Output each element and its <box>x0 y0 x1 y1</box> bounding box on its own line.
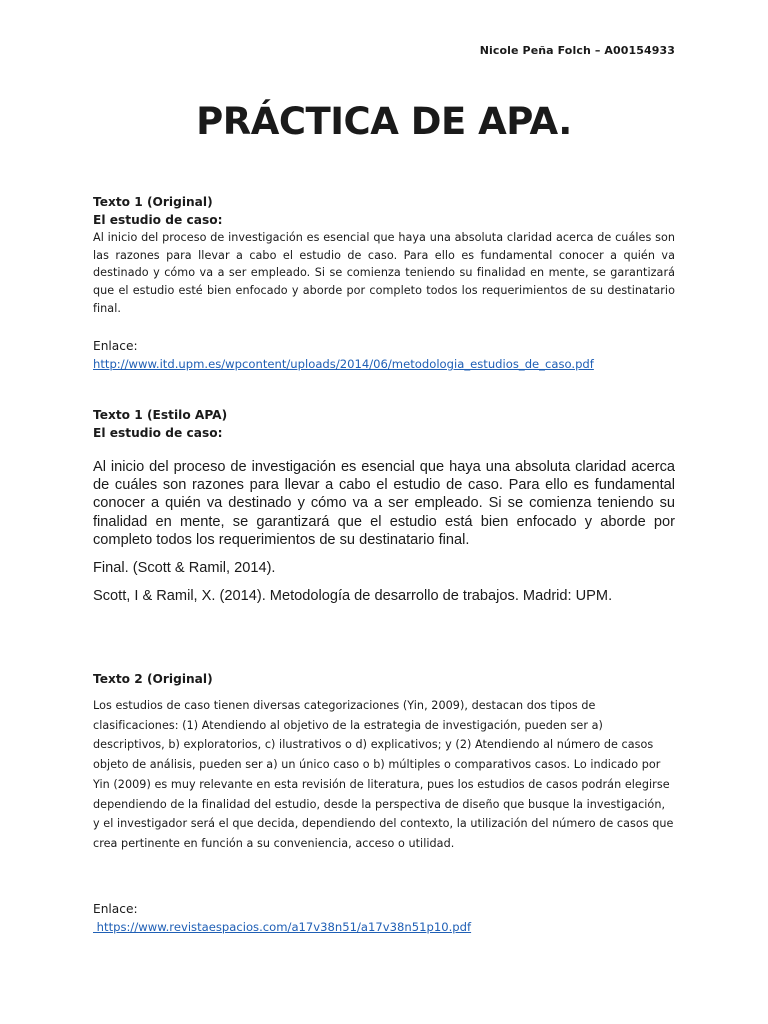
texto1-apa-citation: Final. (Scott & Ramil, 2014). <box>93 560 276 577</box>
texto2-link-label: Enlace: <box>93 902 138 916</box>
texto1-apa-reference: Scott, I & Ramil, X. (2014). Metodología de desarrollo de trabajos. Madrid: UPM. <box>93 588 613 605</box>
author-line: Nicole Peña Folch – A00154933 <box>479 44 675 57</box>
texto2-link-section <box>93 900 675 936</box>
texto1-apa-subtitle: El estudio de caso: <box>93 426 223 440</box>
texto1-apa-label: Texto 1 (Estilo APA) <box>93 408 228 422</box>
texto1-original-section <box>93 193 675 318</box>
texto2-original-label: Texto 2 (Original) <box>93 672 213 686</box>
texto1-link-section <box>93 337 675 373</box>
page-title: PRÁCTICA DE APA. <box>196 100 572 143</box>
texto2-original-paragraph: Los estudios de caso tienen diversas categorizaciones (Yin, 2009), destacan dos tipos de clasificaciones: (1) Atendiendo al objetivo de la estrategia de investigación, pueden ser a) descriptivos, b) exploratorios, c) ilustrativos o d) explicativos; y (2) Atendiendo al número de casos objeto de análisis, pueden ser a) un único caso o b) múltiples o comparativos casos. Lo indicado por Yin (2009) es muy relevante en esta revisión de literatura, pues los estudios de casos podrán elegirse dependiendo de la finalidad del estudio, desde la perspectiva de diseño que busque la investigación, y el investigador será el que decida, dependiendo del contexto, la utilización del número de casos que crea pertinente en función a su conveniencia, acceso o utilidad. <box>93 699 674 850</box>
texto1-link-label: Enlace: <box>93 339 138 353</box>
texto1-original-label: Texto 1 (Original) <box>93 195 213 209</box>
texto2-body <box>93 696 675 854</box>
texto2-link[interactable]: https://www.revistaespacios.com/a17v38n51/a17v38n51p10.pdf <box>93 920 472 934</box>
texto2-original-section <box>93 670 675 688</box>
texto1-apa-paragraph: Al inicio del proceso de investigación es esencial que haya una absoluta claridad acerca de cuáles son razones para llevar a cabo el estudio de caso. Para ello es fundamental conocer a quién va destinado y cómo va a ser empleado. Si se comienza teniendo su finalidad en mente, se garantizará que el estudio está bien enfocado y aborde por completo todos los requerimientos de su destinatario final. <box>93 459 675 548</box>
texto1-link[interactable]: http://www.itd.upm.es/wpcontent/uploads/2014/06/metodologia_estudios_de_caso.pdf <box>93 357 594 371</box>
texto1-original-paragraph: Al inicio del proceso de investigación es esencial que haya una absoluta claridad acerca de cuáles son las razones para llevar a cabo el estudio de caso. Para ello es fundamental conocer a quién va destinado y cómo va a ser empleado. Si se comienza teniendo su finalidad en mente, se garantizará que el estudio esté bien enfocado y aborde por completo todos los requerimientos de su destinatario final. <box>93 231 675 315</box>
texto1-apa-section <box>93 406 675 442</box>
texto1-apa-body <box>93 458 675 605</box>
texto1-original-subtitle: El estudio de caso: <box>93 213 223 227</box>
